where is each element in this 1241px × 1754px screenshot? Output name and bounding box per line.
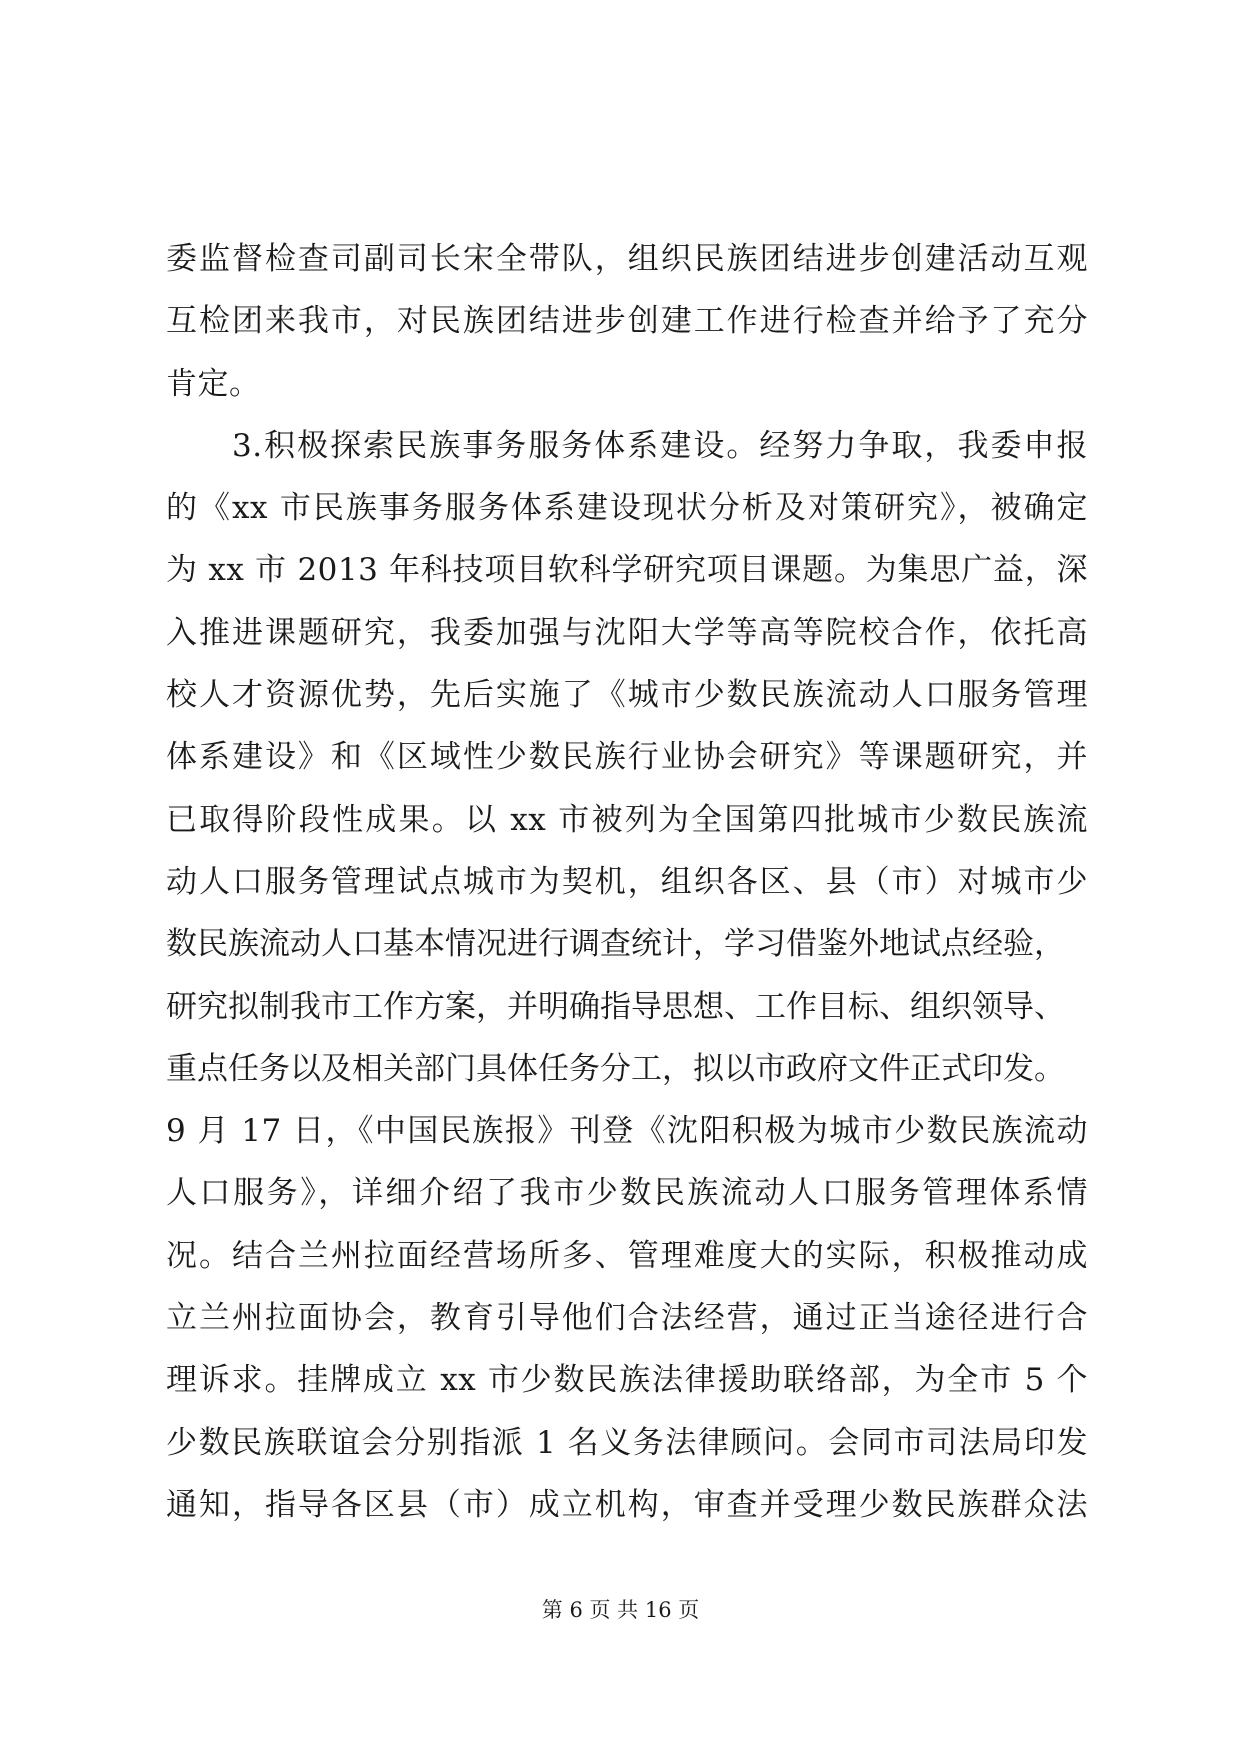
text-line: 重点任务以及相关部门具体任务分工，拟以市政府文件正式印发。 [166,1050,1065,1087]
text-line: 9 月 17 日，《中国民族报》刊登《沈阳积极为城市少数民族流动 [166,1113,1088,1150]
text-line: 数民族流动人口基本情况进行调查统计，学习借鉴外地试点经验， [166,926,1065,963]
text-line: 已取得阶段性成果。以 xx 市被列为全国第四批城市少数民族流 [166,801,1088,838]
text-line: 人口服务》，详细介绍了我市少数民族流动人口服务管理体系情 [166,1175,1088,1212]
text-line: 委监督检查司副司长宋全带队，组织民族团结进步创建活动互观 [166,241,1088,277]
text-line: 况。结合兰州拉面经营场所多、管理难度大的实际，积极推动成 [166,1237,1088,1274]
text-line: 为 xx 市 2013 年科技项目软科学研究项目课题。为集思广益，深 [166,552,1088,589]
text-line: 肯定。 [166,365,261,402]
text-line: 通知，指导各区县（市）成立机构，审查并受理少数民族群众法 [166,1486,1088,1523]
text-line: 动人口服务管理试点城市为契机，组织各区、县（市）对城市少 [166,863,1088,900]
text-line: 互检团来我市，对民族团结进步创建工作进行检查并给予了充分 [166,303,1088,340]
text-line: 研究拟制我市工作方案，并明确指导思想、工作目标、组织领导、 [166,988,1065,1025]
text-line: 少数民族联谊会分别指派 1 名义务法律顾问。会同市司法局印发 [166,1424,1088,1461]
text-line: 的《xx 市民族事务服务体系建设现状分析及对策研究》，被确定 [166,490,1088,527]
body-text [166,228,1088,1536]
text-line: 立兰州拉面协会，教育引导他们合法经营，通过正当途径进行合 [166,1300,1088,1337]
page-number-footer: 第 6 页 共 16 页 [541,1598,700,1622]
text-line: 体系建设》和《区域性少数民族行业协会研究》等课题研究，并 [166,739,1088,776]
text-line: 入推进课题研究，我委加强与沈阳大学等高等院校合作，依托高 [166,614,1088,651]
text-line: 校人才资源优势，先后实施了《城市少数民族流动人口服务管理 [166,677,1088,714]
text-line: 理诉求。挂牌成立 xx 市少数民族法律援助联络部，为全市 5 个 [166,1362,1088,1399]
text-line: 3.积极探索民族事务服务体系建设。经努力争取，我委申报 [166,427,1088,464]
